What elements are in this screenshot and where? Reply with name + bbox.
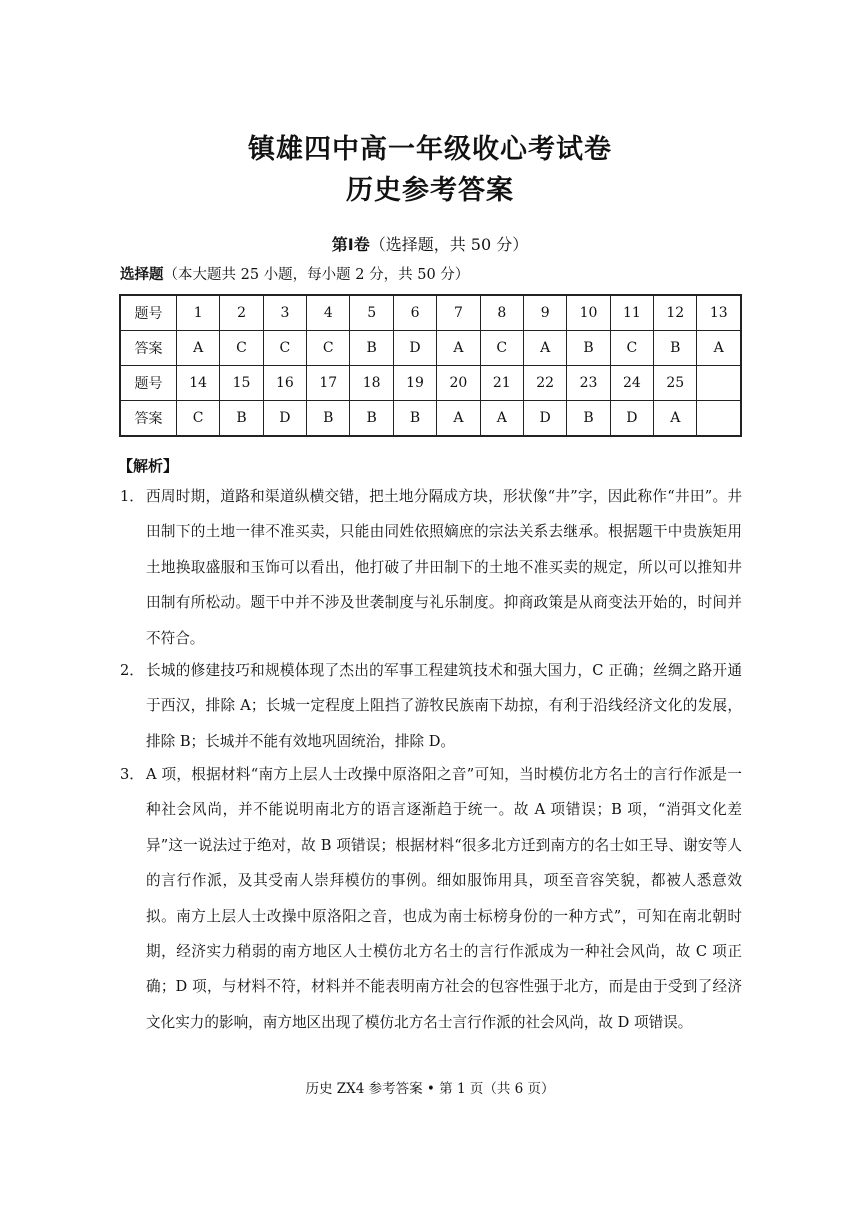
table-cell: 22 [523,366,566,401]
table-cell: 1 [176,295,219,331]
table-cell: C [610,331,653,366]
table-cell: 10 [567,295,610,331]
item-text: 长城的修建技巧和规模体现了杰出的军事工程建筑技术和强大国力，C 正确；丝绸之路开通于西汉，排除 A；长城一定程度上阻挡了游牧民族南下劫掠，有利于沿线经济文化的发展，排除 B；长城并不能有效地巩固统治，排除 D。 [146,662,742,750]
exam-title: 镇雄四中高一年级收心考试卷 [248,134,612,165]
table-cell: C [480,331,523,366]
table-cell: C [263,331,306,366]
table-cell: 20 [437,366,480,401]
table-cell: B [567,331,610,366]
item-number: 2． [120,662,144,679]
table-cell: 2 [220,295,263,331]
table-cell: 19 [393,366,436,401]
table-cell: A [654,401,697,437]
table-cell: A [437,331,480,366]
table-cell: 13 [697,295,741,331]
row-label: 题号 [120,295,176,331]
table-cell: B [350,331,393,366]
table-cell: 25 [654,366,697,401]
analysis-item-1 [120,479,742,656]
item-number: 1． [120,488,144,505]
table-cell: 23 [567,366,610,401]
analysis-heading: 【解析】 [118,457,179,475]
table-cell: 7 [437,295,480,331]
item-text: 西周时期，道路和渠道纵横交错，把土地分隔成方块，形状像“井”字，因此称作“井田”。井田制下的土地一律不准买卖，只能由同姓依照嫡庶的宗法关系去继承。根据题干中贵族矩用土地换取盛服和玉饰可以看出，他打破了井田制下的土地不准买卖的规定，所以可以推知井田制有所松动。题干中并不涉及世袭制度与礼乐制度。抑商政策是从商变法开始的，时间并不符合。 [146,488,742,647]
table-cell: D [523,401,566,437]
table-cell: 9 [523,295,566,331]
table-cell: 5 [350,295,393,331]
table-cell: D [610,401,653,437]
table-cell: 12 [654,295,697,331]
analysis-item-3 [120,757,742,1040]
instruction [120,263,469,284]
table-cell: 14 [176,366,219,401]
table-cell: B [393,401,436,437]
table-cell: D [393,331,436,366]
table-cell: 6 [393,295,436,331]
item-text: A 项，根据材料“南方上层人士改操中原洛阳之音”可知，当时模仿北方名士的言行作派是一种社会风尚，并不能说明南北方的语言逐渐趋于统一。故 A 项错误；B 项，“消弭文化差异”这一说法过于绝对，故 B 项错误；根据材料“很多北方迁到南方的名士如王导、谢安等人的言行作派，及其受南人崇拜模仿的事例。细如服饰用具，项至音容笑貌，都被人悉意效拟。南方上层人士改操中原洛阳之音，也成为南士标榜身份的一种方式”，可知在南北朝时期，经济实力稍弱的南方地区人士模仿北方名士的言行作派成为一种社会风尚，故 C 项正确；D 项，与材料不符，材料并不能表明南方社会的包容性强于北方，而是由于受到了经济文化实力的影响，南方地区出现了模仿北方名士言行作派的社会风尚，故 D 项错误。 [146,766,742,1031]
row-label: 答案 [120,331,176,366]
answer-table-row [120,366,741,401]
table-cell: 15 [220,366,263,401]
table-cell: B [220,401,263,437]
table-cell: A [523,331,566,366]
section-heading-bold: 第Ⅰ卷 [331,235,370,254]
table-cell: B [307,401,350,437]
table-cell: 8 [480,295,523,331]
section-heading [0,232,860,255]
table-cell: 17 [307,366,350,401]
answer-table-row [120,331,741,366]
table-cell: A [437,401,480,437]
table-cell: 3 [263,295,306,331]
table-cell: 16 [263,366,306,401]
table-cell: A [697,331,741,366]
table-cell: B [567,401,610,437]
table-cell: C [307,331,350,366]
table-cell: 4 [307,295,350,331]
section-heading-rest: （选择题，共 50 分） [369,235,529,254]
answer-table [119,294,742,437]
table-cell: 24 [610,366,653,401]
answer-table-row [120,295,741,331]
table-cell: C [220,331,263,366]
table-cell [697,401,741,437]
table-cell: 21 [480,366,523,401]
exam-subtitle: 历史参考答案 [346,175,514,206]
table-cell: 18 [350,366,393,401]
table-cell: A [176,331,219,366]
item-number: 3． [120,766,144,783]
analysis-item-2 [120,653,742,759]
table-cell: A [480,401,523,437]
page-footer: 历史 ZX4 参考答案 • 第 1 页（共 6 页） [305,1081,555,1097]
row-label: 答案 [120,401,176,437]
table-cell: B [350,401,393,437]
table-cell: C [176,401,219,437]
instruction-rest: （本大题共 25 小题，每小题 2 分，共 50 分） [163,267,470,283]
table-cell: B [654,331,697,366]
answer-table-row [120,401,741,437]
table-cell: D [263,401,306,437]
instruction-bold: 选择题 [120,267,164,283]
row-label: 题号 [120,366,176,401]
table-cell [697,366,741,401]
table-cell: 11 [610,295,653,331]
